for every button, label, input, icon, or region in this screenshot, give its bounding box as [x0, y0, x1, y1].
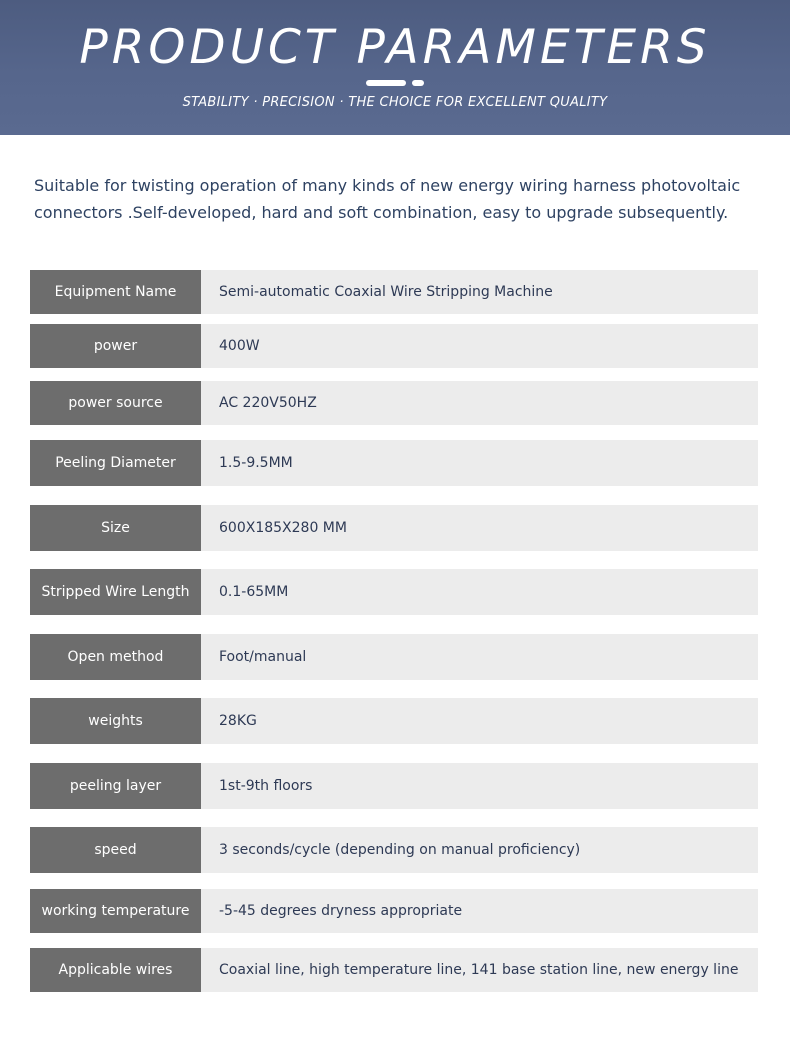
param-value: Coaxial line, high temperature line, 141 base station line, new energy line: [201, 948, 758, 992]
title-divider: [366, 80, 426, 86]
param-label: speed: [30, 827, 201, 873]
page-subtitle: STABILITY · PRECISION · THE CHOICE FOR EXCELLENT QUALITY: [182, 95, 608, 110]
param-label: power: [30, 324, 201, 368]
param-value: 1st-9th floors: [201, 763, 758, 809]
param-row-power: [30, 324, 758, 368]
param-label: Stripped Wire Length: [30, 569, 201, 615]
param-label: working temperature: [30, 889, 201, 933]
param-row-peeling-layer: [30, 763, 758, 809]
param-value: 400W: [201, 324, 758, 368]
param-row-applicable-wires: [30, 948, 758, 992]
param-value: Semi-automatic Coaxial Wire Stripping Machine: [201, 270, 758, 314]
param-value: 1.5-9.5MM: [201, 440, 758, 486]
param-label: Open method: [30, 634, 201, 680]
param-row-open-method: [30, 634, 758, 680]
param-value: -5-45 degrees dryness appropriate: [201, 889, 758, 933]
param-row-weights: [30, 698, 758, 744]
param-row-equipment-name: [30, 270, 758, 314]
param-value: 0.1-65MM: [201, 569, 758, 615]
param-label: peeling layer: [30, 763, 201, 809]
page-title: PRODUCT PARAMETERS: [79, 20, 711, 75]
param-label: Size: [30, 505, 201, 551]
param-row-working-temperature: [30, 889, 758, 933]
header-banner: [0, 0, 790, 135]
param-label: Peeling Diameter: [30, 440, 201, 486]
param-value: 600X185X280 MM: [201, 505, 758, 551]
param-row-speed: [30, 827, 758, 873]
param-value: 28KG: [201, 698, 758, 744]
divider-bar-short: [412, 80, 424, 86]
param-label: Applicable wires: [30, 948, 201, 992]
param-label: Equipment Name: [30, 270, 201, 314]
param-label: power source: [30, 381, 201, 425]
param-value: AC 220V50HZ: [201, 381, 758, 425]
param-value: Foot/manual: [201, 634, 758, 680]
divider-bar-long: [366, 80, 406, 86]
param-label: weights: [30, 698, 201, 744]
param-row-power-source: [30, 381, 758, 425]
param-row-stripped-wire-length: [30, 569, 758, 615]
intro-text: Suitable for twisting operation of many kinds of new energy wiring harness photovoltaic connectors .Self-developed, hard and soft combination, easy to upgrade subsequently.: [34, 176, 741, 222]
param-row-size: [30, 505, 758, 551]
param-row-peeling-diameter: [30, 440, 758, 486]
param-value: 3 seconds/cycle (depending on manual proficiency): [201, 827, 758, 873]
